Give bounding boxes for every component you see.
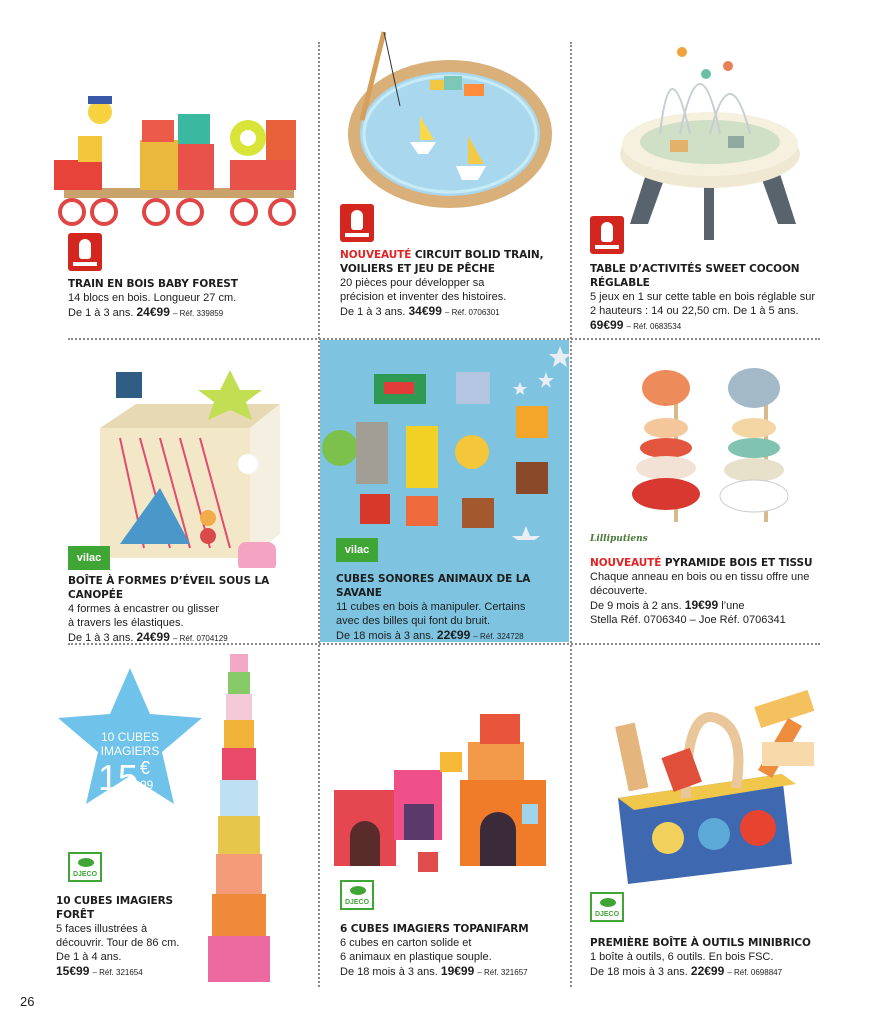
product-card-shape-box[interactable]	[40, 342, 316, 644]
product-card-activity-table[interactable]	[574, 20, 834, 336]
product-description-line2: avec des billes qui font du bruit.	[336, 615, 491, 627]
product-age: De 1 à 3 ans.	[68, 307, 134, 319]
product-ref: – Réf. 0683534	[626, 322, 682, 331]
product-title: BOÎTE À FORMES D’ÉVEIL SOUS LA CANOPÉE	[68, 575, 270, 601]
activity-table-image	[610, 24, 810, 244]
product-ref: – Réf. 0704129	[172, 634, 228, 643]
cube-tower-image	[206, 654, 280, 984]
product-price: 19€99	[684, 598, 719, 612]
product-card-forest-cubes[interactable]	[40, 648, 316, 988]
product-description: Chaque anneau en bois ou en tissu offre une	[590, 571, 810, 583]
product-description: 5 jeux en 1 sur cette table en bois réglable sur	[590, 291, 816, 303]
price-suffix: l’une	[721, 600, 745, 612]
product-title: 10 CUBES IMAGIERS	[56, 895, 174, 907]
vilac-logo: vilac	[68, 546, 110, 570]
product-age: De 9 mois à 2 ans.	[590, 600, 682, 612]
product-price: 22€99	[690, 964, 725, 978]
badge-price-int: 15	[98, 757, 139, 798]
shape-box-image	[80, 368, 310, 568]
pyramid-image	[614, 352, 814, 522]
product-age: De 1 à 3 ans.	[340, 306, 406, 318]
product-title: TRAIN EN BOIS BABY FOREST	[68, 278, 238, 290]
circuit-image	[340, 28, 560, 214]
product-age: De 1 à 3 ans.	[68, 632, 134, 644]
janod-logo	[68, 233, 102, 271]
product-age: De 18 mois à 3 ans.	[590, 966, 688, 978]
product-description: 5 faces illustrées à	[56, 923, 148, 935]
product-card-topanifarm[interactable]	[320, 648, 568, 988]
product-title: CUBES SONORES ANIMAUX DE LA SAVANE	[336, 573, 531, 599]
lilliputiens-logo: Lilliputiens	[590, 534, 648, 544]
product-description-line2: découverte.	[590, 585, 648, 597]
badge-line1: 10 CUBES	[100, 730, 160, 744]
product-card-pyramid[interactable]	[574, 342, 834, 640]
new-badge: NOUVEAUTÉ	[340, 249, 412, 261]
product-price: 69€99	[590, 318, 624, 332]
product-title: PYRAMIDE BOIS ET TISSU	[664, 557, 813, 569]
product-ref: – Réf. 324728	[473, 632, 524, 641]
product-title: CIRCUIT BOLID TRAIN,	[414, 249, 544, 261]
product-description: 11 cubes en bois à manipuler. Certains	[336, 601, 526, 613]
janod-logo	[340, 204, 374, 242]
product-ref: – Réf. 339859	[172, 309, 224, 318]
product-price: 15€99	[56, 964, 90, 978]
product-description: 1 boîte à outils, 6 outils. En bois FSC.	[590, 951, 774, 963]
product-title: PREMIÈRE BOÎTE À OUTILS MINIBRICO	[590, 937, 811, 949]
badge-price	[98, 758, 178, 802]
product-card-savanna-cubes[interactable]	[320, 340, 569, 642]
product-description-line2: précision et inventer des histoires.	[340, 291, 507, 303]
badge-price-dec: 99	[140, 778, 154, 792]
product-price: 19€99	[440, 964, 475, 978]
product-age: De 18 mois à 3 ans.	[340, 966, 438, 978]
product-price: 24€99	[136, 305, 170, 319]
product-title: 6 CUBES IMAGIERS TOPANIFARM	[340, 923, 529, 935]
page-number: 26	[20, 994, 35, 1009]
product-price: 24€99	[136, 630, 170, 644]
product-age: De 1 à 4 ans.	[56, 951, 122, 963]
djeco-logo: DJECO	[590, 892, 624, 922]
product-title: TABLE D’ACTIVITÉS SWEET COCOON RÉGLABLE	[590, 263, 800, 289]
product-description-line2: 6 animaux en plastique souple.	[340, 951, 492, 963]
product-ref: – Réf. 321654	[92, 968, 143, 977]
toolbox-image	[586, 688, 822, 888]
product-description-line2: découvrir. Tour de 86 cm.	[56, 937, 180, 949]
djeco-logo: DJECO	[340, 880, 374, 910]
product-description: 20 pièces pour développer sa	[340, 277, 485, 289]
price-star-badge	[54, 664, 206, 812]
product-variants: Stella Réf. 0706340 – Joe Réf. 0706341	[590, 614, 786, 626]
train-image	[44, 90, 310, 236]
new-badge: NOUVEAUTÉ	[590, 557, 662, 569]
badge-price-cur: €	[140, 758, 151, 778]
product-card-circuit[interactable]	[320, 20, 568, 336]
savanna-cubes-image	[320, 340, 569, 540]
product-description: 4 formes à encastrer ou glisser	[68, 603, 220, 615]
topanifarm-image	[334, 708, 560, 878]
product-age: De 18 mois à 3 ans.	[336, 630, 434, 642]
product-ref: – Réf. 0698847	[727, 968, 783, 977]
product-description-line2: 2 hauteurs : 14 ou 22,50 cm. De 1 à 5 ans.	[590, 305, 799, 317]
product-ref: – Réf. 321657	[477, 968, 528, 977]
product-price: 34€99	[408, 304, 442, 318]
product-ref: – Réf. 0706301	[444, 308, 500, 317]
product-card-train[interactable]	[40, 40, 316, 336]
janod-logo	[590, 216, 624, 254]
column-separator-2	[570, 42, 572, 987]
product-description-line2: à travers les élastiques.	[68, 617, 184, 629]
djeco-logo: DJECO	[68, 852, 102, 882]
product-card-toolbox[interactable]	[574, 648, 834, 988]
product-title-line2: FORÊT	[56, 909, 95, 921]
product-title-line2: VOILIERS ET JEU DE PÊCHE	[340, 263, 495, 275]
product-description: 6 cubes en carton solide et	[340, 937, 472, 949]
product-price: 22€99	[436, 628, 471, 642]
badge-line2: IMAGIERS	[100, 744, 160, 758]
product-description: 14 blocs en bois. Longueur 27 cm.	[68, 292, 237, 304]
vilac-logo: vilac	[336, 538, 378, 562]
